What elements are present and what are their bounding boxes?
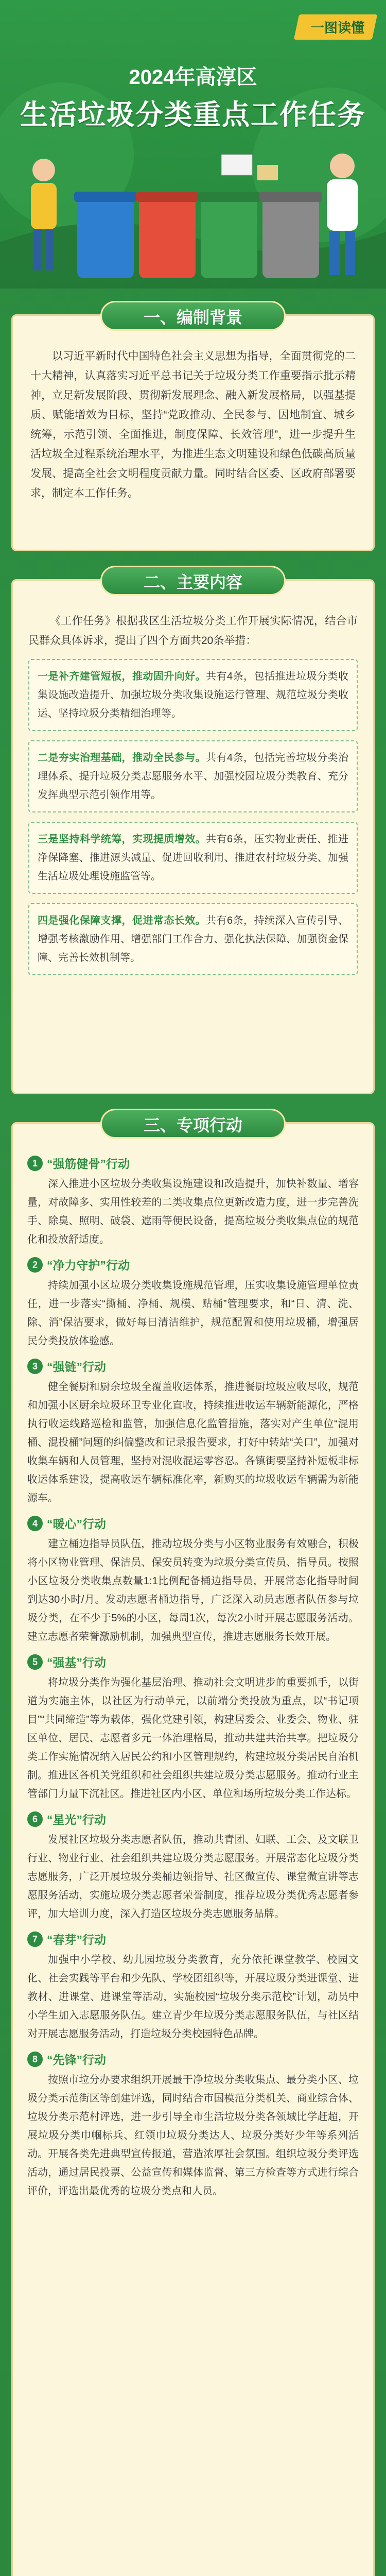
person-right-icon: [314, 149, 371, 278]
content-item-highlight: 二是夯实治理基础，推动全民参与。: [38, 752, 206, 764]
content-item-text: 共有4条，包括推进垃圾分类收集设施改造提升、加强垃圾分类收集设施运行管理、规范垃圾分类收运、坚持垃圾分类精细治理等。: [38, 671, 349, 719]
action-item: [27, 1155, 359, 1249]
action-text: 发展社区垃圾分类志愿者队伍，推动共青团、妇联、工会、及文联卫行业、物业行业、社会组织共建垃圾分类志愿服务。开展常态化垃圾分类志愿服务，广泛开展垃圾分类桶边领指导、社区微宣传、课堂微宣讲等志愿服务活动，实施垃圾分类志愿者荣誉制度，推荐垃圾分类优秀志愿者参评，加大培训力度，深入打造区垃圾分类志愿服务品牌。: [27, 1834, 359, 1920]
content-item-highlight: 一是补齐建管短板，推动固升向好。: [38, 671, 206, 682]
green-bin-icon: [201, 201, 257, 278]
section-title-content: 二、主要内容: [100, 566, 286, 596]
recycling-bins-illustration: [77, 155, 319, 278]
action-item: [27, 2050, 359, 2200]
background-paragraph: 以习近平新时代中国特色社会主义思想为指导，全面贯彻党的二十大精神，认真落实习近平总书记关于垃圾分类工作重要指示批示精神，立足新发展阶段、贯彻新发展理念、融入新发展格局，以强基提质、赋能增效为目标，坚持“党政推动、全民参与、因地制宜、城乡统筹，示范引领、全面推进，制度保障、长效管理”，进一步提升生活垃圾全过程系统治理水平，为推进生态文明建设和绿色低碳高质量发展、提高全社会文明程度贡献力量。同时结合区委、区政府部署要求，制定本工作任务。: [30, 350, 356, 499]
action-number-badge: 6: [27, 1811, 43, 1827]
action-name: “春芽”行动: [47, 1933, 106, 1946]
content-intro: 《工作任务》根据我区生活垃圾分类工作开展实际情况，结合市民群众具体诉求，提出了四个方面共20条举措：: [28, 615, 358, 647]
action-text: 持续加强小区垃圾分类收集设施规范管理，压实收集设施管理单位责任，进一步落实“撕桶、净桶、规模、贴桶”管理要求，和“日、清、洗、除、消”保洁要求，做好每日清洁维护，规范配置和使用垃圾桶，增强居民分类投放体验感。: [27, 1280, 359, 1347]
action-name: “强基”行动: [47, 1656, 106, 1669]
section-actions-card: [11, 1122, 375, 2576]
gray-bin-icon: [262, 201, 319, 278]
action-number-badge: 5: [27, 1654, 43, 1670]
content-item-text: 共有6条，持续深入宣传引导、增强考核激励作用、增强部门工作合力、强化执法保障、加强资金保障、完善长效机制等。: [38, 915, 349, 963]
action-item: [27, 1810, 359, 1923]
action-number-badge: 7: [27, 1931, 43, 1947]
action-item: [27, 1930, 359, 2043]
action-text: 建立桶边指导员队伍，推动垃圾分类与小区物业服务有效融合，积极将小区物业管理、保洁员、保安员转变为垃圾分类宣传员、指导员。按照小区垃圾分类收集点数量1:1比例配备桶边指导员，开展常态化指导时间到达30小时/月。发动志愿者桶边指导，广泛深入动员志愿者队伍参与垃圾分类，在不少于5%的小区，每周1次，每次2小时开展志愿服务活动。建立志愿者荣誉激励机制，加强典型宣传，推进志愿服务长效开展。: [27, 1538, 359, 1642]
action-number-badge: 4: [27, 1516, 43, 1531]
action-number-badge: 2: [27, 1257, 43, 1273]
content-item-highlight: 三是坚持科学统筹，实现提质增效。: [38, 834, 206, 845]
content-item-text: 共有4条，包括完善垃圾分类治理体系、提升垃圾分类志愿服务水平、加强校园垃圾分类教育、充分发挥典型示范引领作用等。: [38, 752, 349, 801]
action-item: [27, 1515, 359, 1646]
action-text: 深入推进小区垃圾分类收集设施建设和改造提升，加快补数量、增容量，对故障多、实用性较差的二类收集点位更新改造力度，进一步完善洗手、除臭、照明、破袋、遮雨等便民设备，提高垃圾分类收集点位的规范化和投放舒适度。: [27, 1178, 359, 1245]
action-name: “星光”行动: [47, 1813, 106, 1826]
page-title-year: 2024年高淳区: [129, 66, 257, 89]
content-item: [28, 822, 358, 894]
action-number-badge: 8: [27, 2052, 43, 2067]
red-bin-icon: [139, 201, 196, 278]
action-name: “暖心”行动: [47, 1517, 106, 1531]
page-title-main: 生活垃圾分类重点工作任务: [20, 99, 366, 130]
action-item: [27, 1358, 359, 1507]
section-title-actions: 三、专项行动: [100, 1109, 286, 1139]
section-title-background: 一、编制背景: [100, 301, 286, 331]
action-item: [27, 1653, 359, 1803]
action-text: 加强中小学校、幼儿园垃圾分类教育，充分依托课堂教学、校园文化、社会实践等平台和少先队、学校团组织等，开展垃圾分类进课堂、进教材、进课堂、进课堂等活动，实施校园“垃圾分类示范校”计划，动员中小学生加入志愿服务队伍。建立青少年垃圾分类志愿服务队伍，与社区结对开展志愿服务活动，打造垃圾分类校园特色品牌。: [27, 1954, 359, 2040]
action-number-badge: 1: [27, 1156, 43, 1171]
action-text: 将垃圾分类作为强化基层治理、推动社会文明进步的重要抓手，以街道为实施主体，以社区为行动单元，以前端分类投放为重点，以“书记项目”“共同缔造”等为载体，强化党建引领，构建居委会、业委会、物业、驻区单位、居民、志愿者多元一体治理格局，推动共建共治共享。把垃圾分类工作实施情况纳入居民公约和小区管理规约，构建垃圾分类居民自治机制。推进区各机关党组织和社会组织共建垃圾分类志愿服务。推动行业主管部门力量下沉社区。推进社区内小区、单位和场所垃圾分类工作达标。: [27, 1677, 359, 1800]
header-banner: [0, 0, 386, 289]
action-name: “净力守护”行动: [47, 1259, 130, 1272]
section-background-card: [11, 314, 375, 551]
action-number-badge: 3: [27, 1359, 43, 1374]
blue-bin-icon: [77, 201, 134, 278]
content-item-text: 共有6条，压实物业责任、推进净保降塞、推进源头减量、促进回收利用、推进农村垃圾分类、加强生活垃圾处理设施监管等。: [38, 834, 349, 882]
content-item: [28, 659, 358, 731]
content-item: [28, 903, 358, 975]
content-item-highlight: 四是强化保障支撑，促进常态长效。: [38, 915, 206, 926]
action-name: “先锋”行动: [47, 2053, 106, 2066]
section-content-card: [11, 579, 375, 1094]
action-text: 健全餐厨和厨余垃圾全覆盖收运体系，推进餐厨垃圾应收尽收，规范和加强小区厨余垃圾环卫专业化直收，持续推进收运车辆新能源化，严格执行收运线路巡检和监管，加强信息化监管措施，落实对产生单位“混用桶、混投桶”问题的纠偏整改和记录报告要求，打好中转站“关口”，加强对收集车辆和人员管理，坚持对混收混运零容忍。各镇街要坚持补短板非标收运体系建设，提高收运车辆标准化率，新购买的垃圾收运车辆需为新能源车。: [27, 1381, 359, 1504]
action-text: 按照市垃分办要求组织开展最干净垃圾分类收集点、最分类小区、垃圾分类示范街区等创建评选，同时结合市国模范分类机关、商业综合体、垃圾分类示范村评选，进一步引导全市生活垃圾分类各领域比学赶超，开展垃圾分类巾帼标兵、红领巾垃圾分类达人、垃圾分类好少年等系列活动。开展各类先进典型宣传报道，营造浓厚社会氛围。组织垃圾分类评选活动，通过居民投票、公益宣传和媒体监督、第三方检查等方式进行综合评价，评选出最优秀的垃圾分类点和人员。: [27, 2074, 359, 2197]
content-item: [28, 740, 358, 812]
person-left-icon: [21, 155, 67, 273]
action-name: “强链”行动: [47, 1360, 106, 1374]
action-name: “强筋健骨”行动: [47, 1157, 130, 1171]
action-item: [27, 1256, 359, 1350]
tag-badge: 一图读懂: [294, 14, 377, 40]
